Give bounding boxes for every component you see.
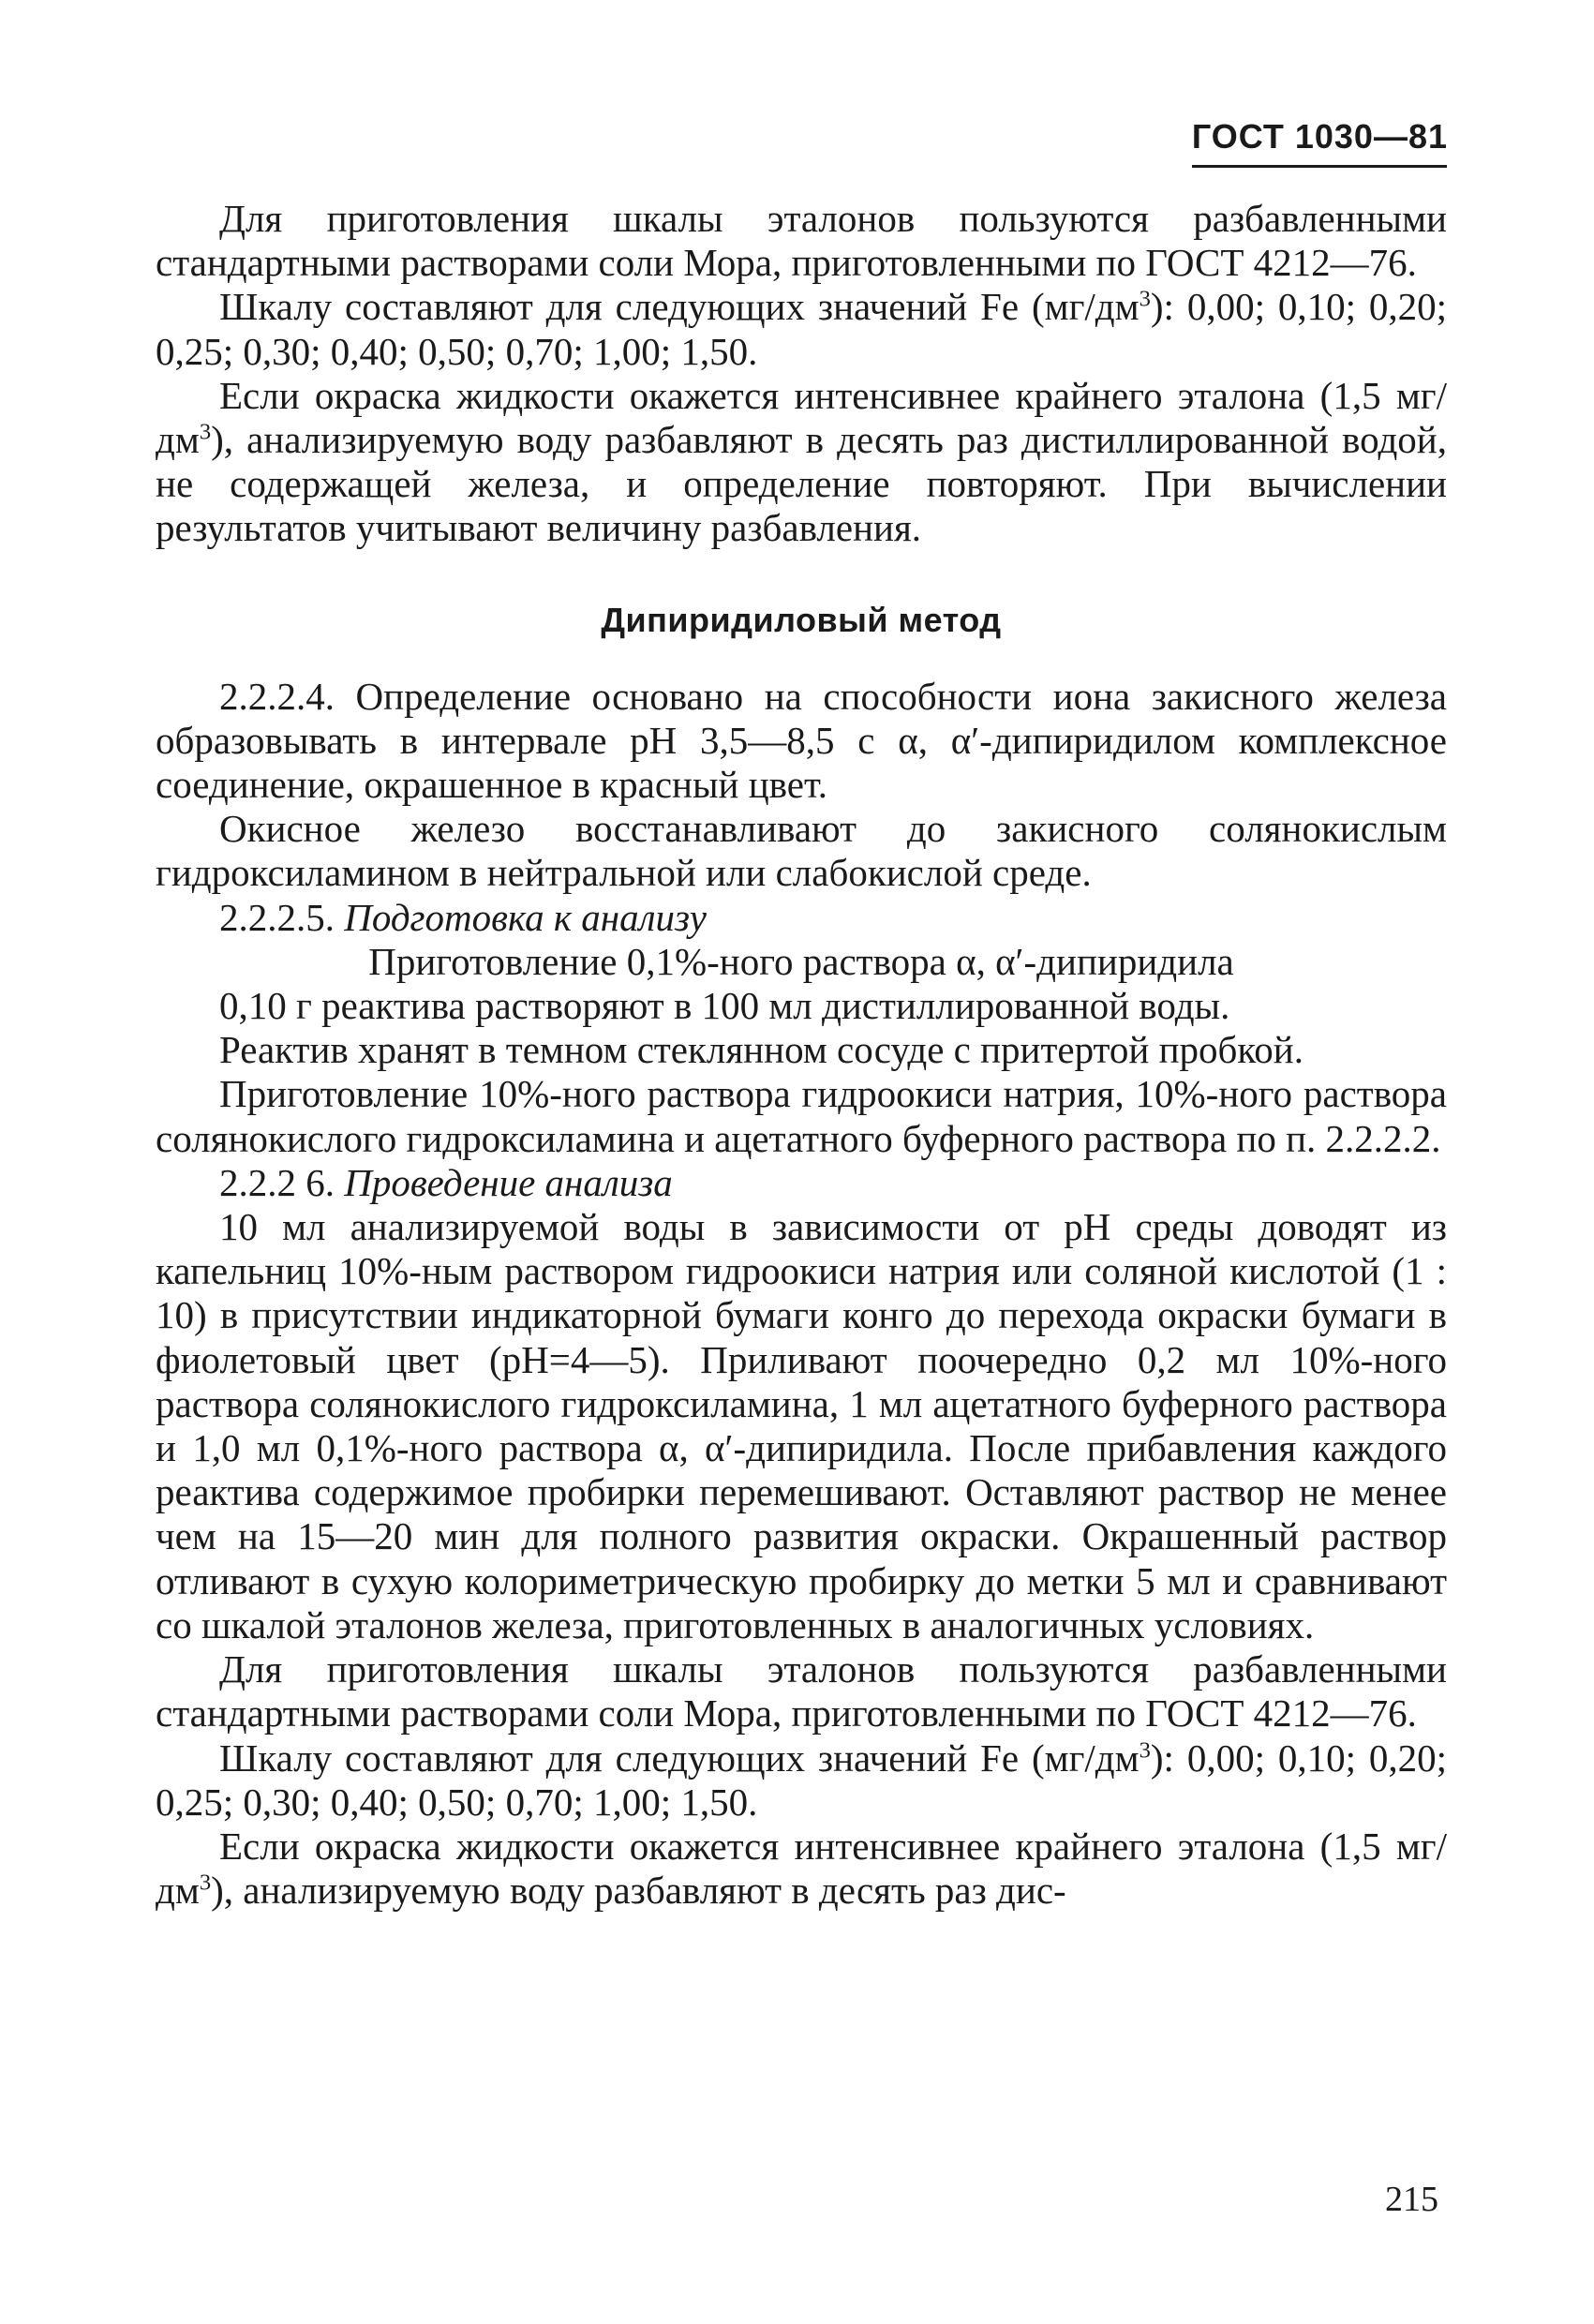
paragraph-oxidized-iron: Окисное железо восстанавливают до закисного солянокислым гидроксиламином в нейтральной или слабокислой среде. [156, 807, 1447, 895]
paragraph-scale-preparation-2: Для приготовления шкалы эталонов пользуются разбавленными стандартными растворами соли Мора, приготовленными по ГОСТ 4212—76. [156, 1647, 1447, 1736]
paragraph-2-2-2-6: 2.2.2 6. Проведение анализа [219, 1160, 673, 1204]
paragraph-analysis-procedure: 10 мл анализируемой воды в зависимости от pH среды доводят из капельниц 10%-ным раствором гидроокиси натрия или соляной кислотой (1 : 10) в присутствии индикаторной бумаги конго до перехода окраски бумаги в фиолетовый цвет (pH=4—5). Приливают поочередно 0,2 мл 10%-ного раствора солянокислого гидроксиламина, 1 мл ацетатного буферного раствора и 1,0 мл 0,1%-ного раствора α, α′-дипиридила. После прибавления каждого реактива содержимое пробирки перемешивают. Оставляют раствор не менее чем на 15—20 мин для полного развития окраски. Окрашенный раствор отливают в сухую колориметрическую пробирку до метки 5 мл и сравнивают со шкалой эталонов железа, приготовленных в аналогичных условиях. [156, 1205, 1447, 1646]
paragraph-2-2-2-4: 2.2.2.4. Определение основано на способности иона закисного железа образовывать в интервале pH 3,5—8,5 с α, α′-дипиридилом комплексное соединение, окрашенное в красный цвет. [156, 674, 1447, 807]
header-rule [1192, 165, 1447, 168]
paragraph-scale-preparation: Для приготовления шкалы эталонов пользуются разбавленными стандартными растворами соли Мора, приготовленными по ГОСТ 4212—76. [156, 197, 1447, 285]
paragraph-scale-values: Шкалу составляют для следующих значений Fe $(мг/дм^3)$: 0,00; 0,10; 0,20; 0,25; 0,30; 0,40; 0,50; 0,70; 1,00; 1,50. [156, 285, 1448, 373]
page-number: 215 [1385, 2180, 1438, 2219]
document-body [156, 197, 1447, 1913]
paragraph-reagent-dissolve: 0,10 г реактива растворяют в 100 мл дистиллированной воды. [219, 984, 1230, 1028]
paragraph-scale-values-2: Шкалу составляют для следующих значений Fe $(мг/дм^3)$: 0,00; 0,10; 0,20; 0,25; 0,30; 0,40; 0,50; 0,70; 1,00; 1,50. [156, 1736, 1448, 1824]
section-title: Дипиридиловый метод [601, 600, 1002, 639]
paragraph-dilution-2: Если окраска жидкости окажется интенсивнее крайнего эталона (1,5 $мг/дм^3$), анализируемую воду разбавляют в десять раз дис- [156, 1824, 1447, 1913]
paragraph-reagent-storage: Реактив хранят в темном стеклянном сосуде с притертой пробкой. [219, 1028, 1304, 1072]
paragraph-solutions-preparation: Приготовление 10%-ного раствора гидроокиси натрия, 10%-ного раствора солянокислого гидроксиламина и ацетатного буферного раствора по п. 2.2.2.2. [156, 1072, 1447, 1160]
paragraph-dilution: Если окраска жидкости окажется интенсивнее крайнего эталона (1,5 $мг/дм^3$), анализируемую воду разбавляют в десять раз дистиллированной водой, не содержащей железа, и определение повторяют. При вычислении результатов учитывают величину разбавления. [156, 373, 1447, 550]
subheading-dipyridyl-solution: Приготовление 0,1%-ного раствора α, α′-дипиридила [368, 939, 1234, 983]
paragraph-2-2-2-5: 2.2.2.5. Подготовка к анализу [219, 895, 707, 939]
standard-number-header: ГОСТ 1030—81 [1191, 117, 1448, 156]
